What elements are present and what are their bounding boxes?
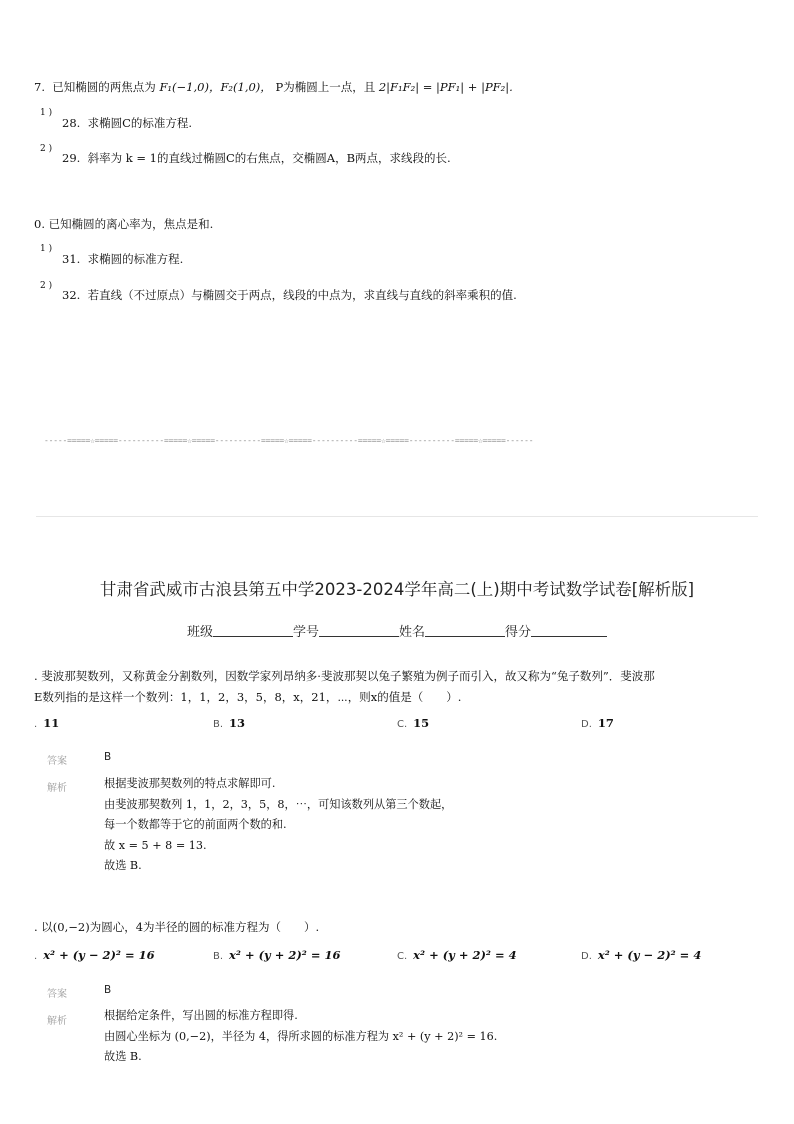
q1-option-d[interactable]: D. 17 [581, 716, 614, 730]
q2-option-d[interactable]: D. x² + (y − 2)² = 4 [581, 948, 702, 962]
divider [36, 516, 758, 517]
q1-stem-line1: . 斐波那契数列，又称黄金分割数列，因数学家列昂纳多·斐波那契以兔子繁殖为例子而引入，故又称为“兔子数列”．斐波那 [34, 669, 655, 683]
student-info-fields [0, 621, 794, 640]
q1-stem-line2: E数列指的是这样一个数列：1，1，2，3，5，8，x，21，⋯，则x的值是（ ）. [34, 690, 462, 704]
question-7-stem: 7. 已知椭圆的两焦点为 F₁(−1,0)，F₂(1,0)， P为椭圆上一点，且 2|F₁F₂| = |PF₁| + |PF₂|. [34, 80, 513, 94]
q1-analysis-line: 每一个数都等于它的前面两个数的和. [104, 818, 287, 831]
q1-analysis-label: 解析 [47, 783, 67, 794]
field-id-blank[interactable] [319, 636, 399, 637]
document-title: 甘肃省武威市古浪县第五中学2023-2024学年高二(上)期中考试数学试卷[解析版] [99, 580, 695, 599]
q1-option-a[interactable]: . 11 [34, 716, 60, 730]
q2-option-c[interactable]: C. x² + (y + 2)² = 4 [397, 948, 517, 962]
part-2-marker-b: 2 ) [40, 281, 53, 291]
q2-analysis-label: 解析 [47, 1016, 67, 1027]
part-1-marker: 1 ) [40, 108, 53, 118]
q2-analysis-line: 故选 B. [104, 1050, 142, 1063]
part-1-marker-b: 1 ) [40, 244, 53, 254]
q2-stem: . 以(0,−2)为圆心，4为半径的圆的标准方程为（ ）. [34, 920, 320, 934]
q2-answer-label: 答案 [47, 989, 67, 1000]
q1-analysis-line: 故 x = 5 + 8 = 13. [104, 838, 207, 852]
q2-analysis [104, 1006, 497, 1068]
q1-option-b[interactable]: B. 13 [213, 716, 246, 730]
field-name-label: 姓名 [399, 625, 426, 640]
field-class-blank[interactable] [213, 636, 293, 637]
part-2-marker: 2 ) [40, 144, 53, 154]
field-id-label: 学号 [292, 625, 319, 640]
field-class-label: 班级 [186, 625, 213, 640]
question-29: 29. 斜率为 k = 1的直线过椭圆C的右焦点，交椭圆A，B两点，求线段的长. [62, 151, 451, 165]
q1-analysis-line: 由斐波那契数列 1，1，2，3，5，8，⋯，可知该数列从第三个数起， [104, 797, 453, 811]
question-30-stem: 0. 已知椭圆的离心率为，焦点是和. [34, 217, 214, 231]
field-name-blank[interactable] [425, 636, 505, 637]
q2-analysis-line: 根据给定条件，写出圆的标准方程即得. [104, 1009, 298, 1022]
q1-answer: B [104, 751, 112, 763]
q2-option-a[interactable]: . x² + (y − 2)² = 16 [34, 948, 155, 962]
q1-analysis-line: 故选 B. [104, 859, 142, 872]
q1-answer-label: 答案 [47, 756, 67, 767]
q2-answer: B [104, 984, 112, 996]
q1-analysis [104, 774, 452, 877]
q2-analysis-line: 由圆心坐标为 (0,−2)，半径为 4，得所求圆的标准方程为 x² + (y + 2)² = 16. [104, 1029, 498, 1043]
q2-option-b[interactable]: B. x² + (y + 2)² = 16 [213, 948, 341, 962]
field-score-blank[interactable] [531, 636, 607, 637]
page-separator: -----=====☆=====----------=====☆=====----------=====☆=====----------=====☆=====----------=====☆=====------ [44, 436, 534, 445]
question-28: 28. 求椭圆C的标准方程. [62, 116, 193, 130]
q1-option-c[interactable]: C. 15 [397, 716, 430, 730]
q1-analysis-line: 根据斐波那契数列的特点求解即可. [104, 777, 276, 790]
question-31: 31. 求椭圆的标准方程. [62, 252, 184, 266]
field-score-label: 得分 [505, 625, 532, 640]
question-32: 32. 若直线（不过原点）与椭圆交于两点，线段的中点为，求直线与直线的斜率乘积的值. [62, 288, 517, 302]
